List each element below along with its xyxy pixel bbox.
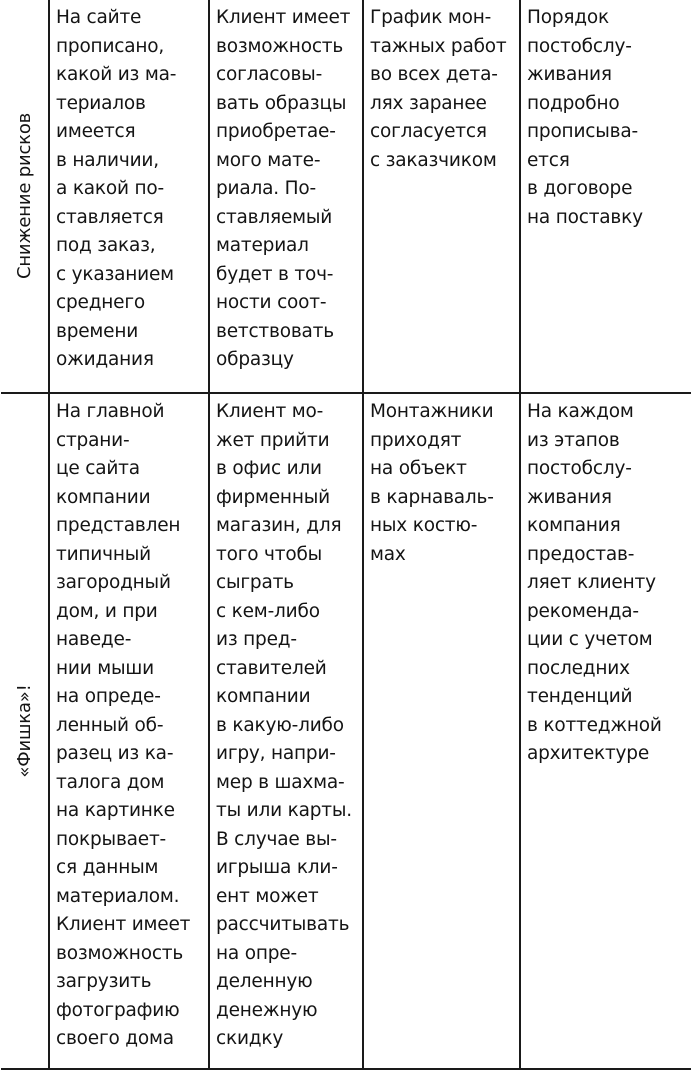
cell-text-line: прописано, — [56, 35, 165, 57]
cell-text-line: Клиент имеет — [216, 7, 351, 28]
table-cell — [363, 393, 520, 1069]
table-cell — [520, 0, 691, 393]
cell-text-line: ожидания — [56, 349, 154, 370]
cell-text-line: Порядок — [527, 7, 609, 28]
cell-text-line: архитектуре — [527, 743, 650, 764]
cell-text-line: в офис или — [216, 458, 322, 479]
cell-text-line: рекоменда- — [527, 600, 639, 622]
cell-text-line: последних — [527, 657, 630, 679]
cell-text-line: ся данным — [56, 857, 159, 878]
cell-text-line: фирменный — [216, 486, 330, 508]
cell-text-line: покрывает- — [56, 828, 167, 850]
cell-text-line: согласуется — [370, 121, 487, 142]
cell-text-line: какой из ма- — [56, 64, 177, 85]
cell-text-line: Клиент имеет — [56, 914, 191, 935]
row-header — [1, 393, 49, 1069]
cell-text-line: ставляется — [56, 206, 164, 228]
cell-text-line: риала. По- — [216, 178, 316, 199]
cell-text-line: тенденций — [527, 686, 633, 707]
cell-text-line: денежную — [216, 999, 318, 1021]
cell-text-line: в договоре — [527, 178, 633, 199]
table-cell — [209, 393, 363, 1069]
cell-text-line: на опреде- — [56, 686, 161, 707]
cell-text-line: сыграть — [216, 572, 294, 593]
cell-text-line: а какой по- — [56, 178, 165, 199]
cell-text-line: на поставку — [527, 206, 643, 228]
table-cell — [209, 0, 363, 393]
row-header — [1, 0, 49, 393]
cell-text-line: ты или карты. — [216, 800, 352, 821]
cell-text-line: мер в шахма- — [216, 771, 345, 793]
cell-text-line: ставителей — [216, 657, 327, 679]
cell-text-line: магазин, для — [216, 515, 342, 536]
cell-text-line: согласовы- — [216, 64, 323, 85]
cell-text-line: териалов — [56, 92, 146, 114]
cell-text-line: подробно — [527, 92, 620, 114]
cell-text-line: приобретае- — [216, 121, 336, 142]
cell-text-line: постобслу- — [527, 35, 632, 57]
cell-text-line: компании — [216, 686, 311, 707]
cell-text-line: ется — [527, 149, 570, 171]
cell-text-line: страни- — [56, 429, 130, 451]
cell-text-line: загрузить — [56, 971, 152, 992]
cell-text-line: живания — [527, 486, 612, 508]
cell-text-line: из пред- — [216, 629, 297, 650]
cell-text-line: представлен — [56, 515, 181, 536]
cell-text-line: времени — [56, 320, 139, 342]
cell-text-line: постобслу- — [527, 458, 632, 479]
cell-text-line: ент может — [216, 885, 319, 907]
comparison-table — [1, 0, 691, 1070]
row-label: «Фишка»! — [13, 684, 35, 778]
cell-text-line: в наличии, — [56, 149, 159, 171]
cell-text-line: на опре- — [216, 942, 297, 964]
table-cell — [520, 393, 691, 1069]
cell-text-line: загородный — [56, 572, 171, 593]
cell-text-line: на объект — [370, 458, 467, 479]
cell-text-line: ставляемый — [216, 206, 333, 228]
cell-text-line: в какую-либо — [216, 714, 344, 736]
cell-text-line: График мон- — [370, 7, 492, 28]
cell-text-line: с кем-либо — [216, 600, 320, 622]
cell-text-line: типичный — [56, 543, 151, 565]
cell-text-line: с заказчиком — [370, 149, 497, 171]
cell-text-line: дом, и при — [56, 600, 158, 622]
cell-text-line: в коттеджной — [527, 714, 662, 736]
cell-text-line: тажных работ — [370, 35, 507, 57]
cell-text-line: рассчитывать — [216, 914, 350, 935]
cell-text-line: На сайте — [56, 7, 142, 28]
table-row-risk-reduction — [1, 0, 691, 393]
cell-text-line: будет в точ- — [216, 263, 334, 285]
cell-text-line: компании — [56, 486, 151, 508]
cell-text-line: На главной — [56, 401, 165, 422]
cell-text-line: фотографию — [56, 999, 180, 1021]
cell-text-line: в карнаваль- — [370, 486, 494, 508]
cell-text-line: вать образцы — [216, 92, 347, 114]
cell-text-line: ленный об- — [56, 714, 164, 736]
cell-text-line: ветствовать — [216, 320, 334, 342]
cell-text-line: на картинке — [56, 800, 175, 821]
row-label: Снижение рисков — [13, 112, 35, 280]
cell-text-line: своего дома — [56, 1028, 174, 1049]
cell-text-line: материал — [216, 235, 309, 256]
cell-text-line: предостав- — [527, 543, 635, 565]
cell-text-line: ных костю- — [370, 515, 478, 536]
cell-text-line: наведе- — [56, 629, 132, 650]
cell-text-line: прописыва- — [527, 121, 638, 142]
cell-text-line: с указанием — [56, 263, 174, 285]
cell-text-line: компания — [527, 515, 621, 536]
cell-text-line: среднего — [56, 292, 146, 313]
cell-text-line: нии мыши — [56, 657, 154, 679]
cell-text-line: возможность — [216, 35, 344, 57]
cell-text-line: ности соот- — [216, 292, 327, 313]
cell-text-line: живания — [527, 64, 612, 85]
cell-text-line: из этапов — [527, 429, 620, 451]
cell-text-line: лях заранее — [370, 92, 487, 114]
cell-text-line: скидку — [216, 1028, 284, 1049]
cell-text-line: материалом. — [56, 885, 180, 907]
cell-text-line: игрыша кли- — [216, 857, 338, 878]
cell-text-line: це сайта — [56, 458, 140, 479]
cell-text-line: ции с учетом — [527, 629, 653, 650]
cell-text-line: разец из ка- — [56, 743, 174, 764]
cell-text-line: Клиент мо- — [216, 401, 324, 422]
cell-text-line: мого мате- — [216, 149, 321, 171]
cell-text-line: талога дом — [56, 771, 165, 793]
cell-text-line: во всех дета- — [370, 64, 498, 85]
cell-text-line: мах — [370, 543, 406, 565]
cell-text-line: возможность — [56, 942, 184, 964]
cell-text-line: имеется — [56, 121, 136, 142]
table-row-feature — [1, 393, 691, 1069]
cell-text-line: Монтажники — [370, 401, 494, 422]
table-cell — [49, 0, 209, 393]
cell-text-line: игру, напри- — [216, 743, 336, 764]
table-cell — [363, 0, 520, 393]
cell-text-line: На каждом — [527, 401, 634, 422]
cell-text-line: того чтобы — [216, 543, 323, 565]
table-cell — [49, 393, 209, 1069]
cell-text-line: В случае вы- — [216, 828, 337, 850]
cell-text-line: приходят — [370, 429, 462, 451]
cell-text-line: деленную — [216, 971, 313, 992]
cell-text-line: жет прийти — [216, 429, 330, 451]
cell-text-line: ляет клиенту — [527, 572, 656, 593]
cell-text-line: образцу — [216, 349, 294, 370]
cell-text-line: под заказ, — [56, 235, 156, 256]
